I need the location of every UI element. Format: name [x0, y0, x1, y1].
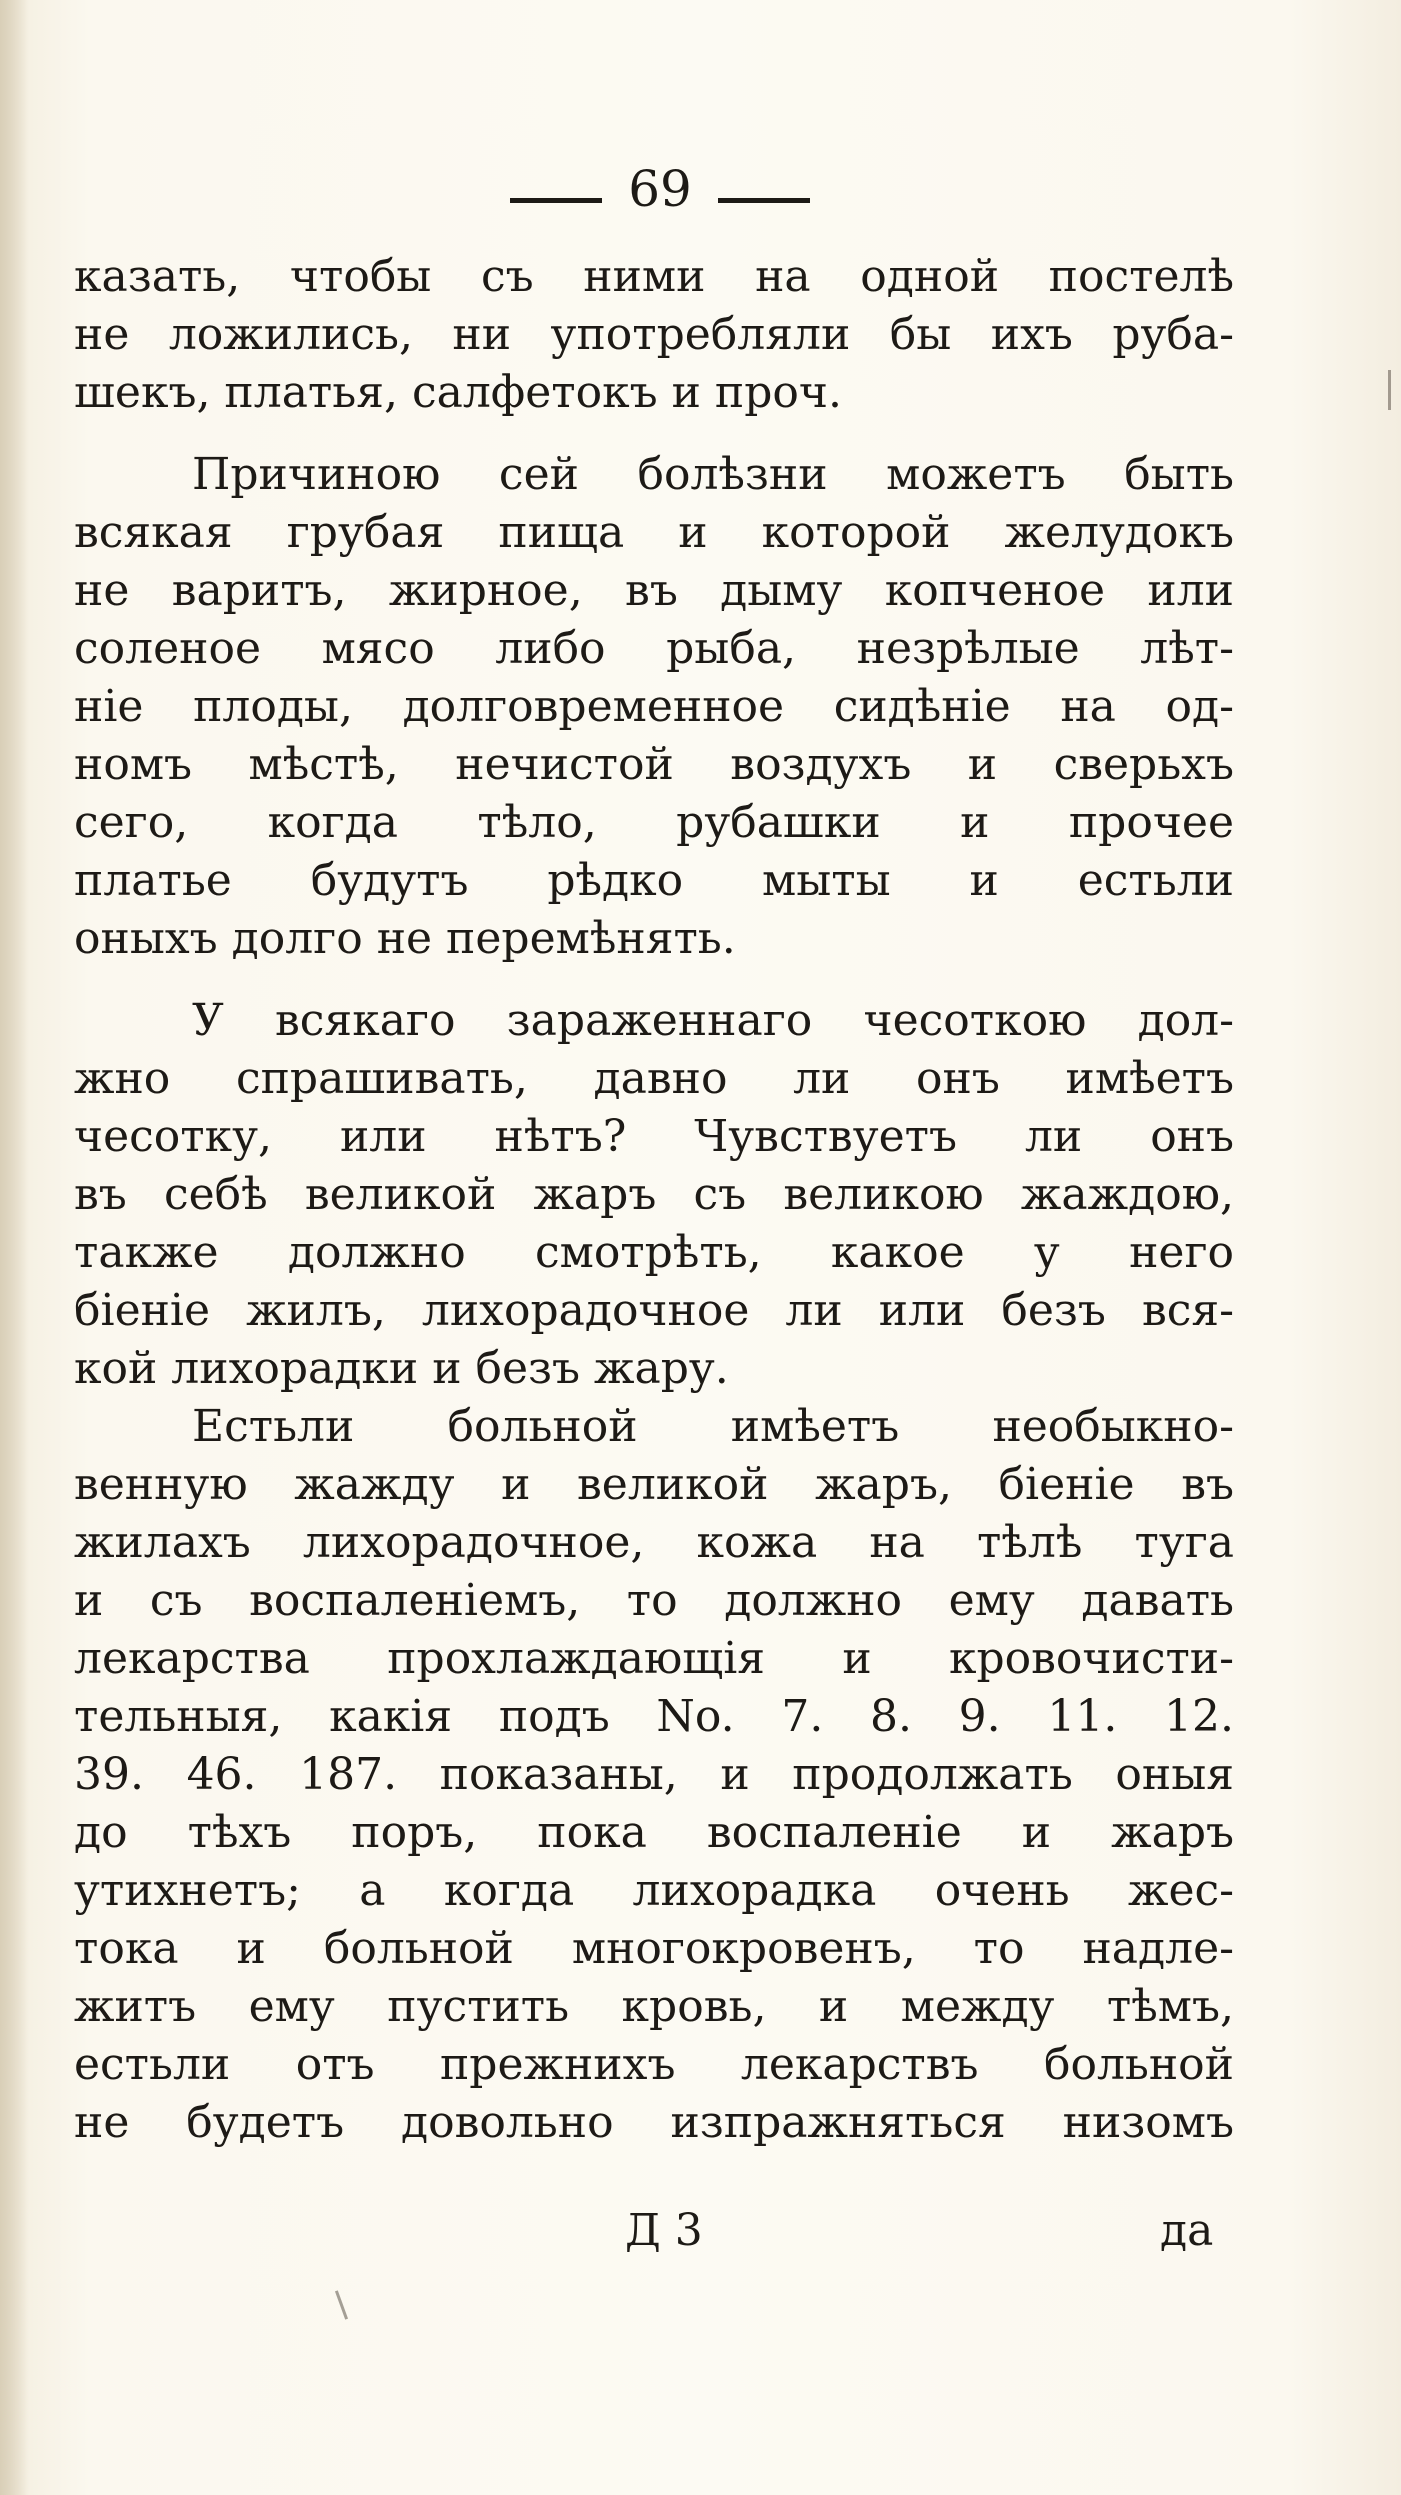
- text-line: чесотку, или нѣтъ? Чувствуетъ ли онъ: [74, 1111, 1234, 1162]
- catchword: да: [1160, 2205, 1214, 2256]
- text-line: казать, чтобы съ ними на одной постелѣ: [74, 251, 1234, 302]
- text-line: біеніе жилъ, лихорадочное ли или безъ вся-: [74, 1285, 1234, 1336]
- text-line: кой лихорадки и безъ жару.: [74, 1343, 729, 1394]
- text-line: номъ мѣстѣ, нечистой воздухъ и сверьхъ: [74, 739, 1234, 790]
- text-line: до тѣхъ поръ, пока воспаленіе и жаръ: [74, 1807, 1234, 1858]
- text-line: 39. 46. 187. показаны, и продолжать оныя: [74, 1749, 1234, 1800]
- text-line: не варитъ, жирное, въ дыму копченое или: [74, 565, 1234, 616]
- text-line: не будетъ довольно изпражняться низомъ: [74, 2097, 1234, 2148]
- page-number: 69: [628, 160, 692, 218]
- text-line: платье будутъ рѣдко мыты и естьли: [74, 855, 1234, 906]
- page-footer: [0, 2205, 1401, 2275]
- text-line: ніе плоды, долговременное сидѣніе на од-: [74, 681, 1234, 732]
- text-line: и съ воспаленіемъ, то должно ему давать: [74, 1575, 1234, 1626]
- text-line: утихнетъ; а когда лихорадка очень жес-: [74, 1865, 1234, 1916]
- text-line: не ложились, ни употребляли бы ихъ руба-: [74, 309, 1234, 360]
- text-line: соленое мясо либо рыба, незрѣлые лѣт-: [74, 623, 1234, 674]
- header-dash-right: [718, 198, 810, 203]
- paragraph-gap: [74, 422, 1234, 446]
- printer-signature-mark: Д 3: [625, 2205, 703, 2256]
- text-line: тока и больной многокровенъ, то надле-: [74, 1923, 1234, 1974]
- text-line: житъ ему пустить кровь, и между тѣмъ,: [74, 1981, 1234, 2032]
- text-line: всякая грубая пища и которой желудокъ: [74, 507, 1234, 558]
- page-header: [0, 158, 1401, 228]
- text-line: оныхъ долго не перемѣнять.: [74, 913, 736, 964]
- body-text: [74, 248, 1234, 2152]
- header-dash-left: [510, 198, 602, 203]
- text-line: Естьли больной имѣетъ необыкно-: [192, 1401, 1234, 1452]
- text-line: У всякаго зараженнаго чесоткою дол-: [192, 995, 1234, 1046]
- paper-speck: [335, 2290, 348, 2319]
- text-line: шекъ, платья, салфетокъ и проч.: [74, 367, 842, 418]
- text-line: венную жажду и великой жаръ, біеніе въ: [74, 1459, 1234, 1510]
- text-line: сего, когда тѣло, рубашки и прочее: [74, 797, 1234, 848]
- text-line: естьли отъ прежнихъ лекарствъ больной: [74, 2039, 1234, 2090]
- text-line: въ себѣ великой жаръ съ великою жаждою,: [74, 1169, 1234, 1220]
- text-line: Причиною сей болѣзни можетъ быть: [192, 449, 1234, 500]
- text-line: тельныя, какія подъ No. 7. 8. 9. 11. 12.: [74, 1691, 1234, 1742]
- text-line: жно спрашивать, давно ли онъ имѣетъ: [74, 1053, 1234, 1104]
- text-line: лекарства прохлаждающія и кровочисти-: [74, 1633, 1234, 1684]
- paper-speck: [1388, 370, 1391, 410]
- paragraph-gap: [74, 968, 1234, 992]
- text-line: жилахъ лихорадочное, кожа на тѣлѣ туга: [74, 1517, 1234, 1568]
- text-line: также должно смотрѣть, какое у него: [74, 1227, 1234, 1278]
- page-gutter-shadow: [0, 0, 28, 2495]
